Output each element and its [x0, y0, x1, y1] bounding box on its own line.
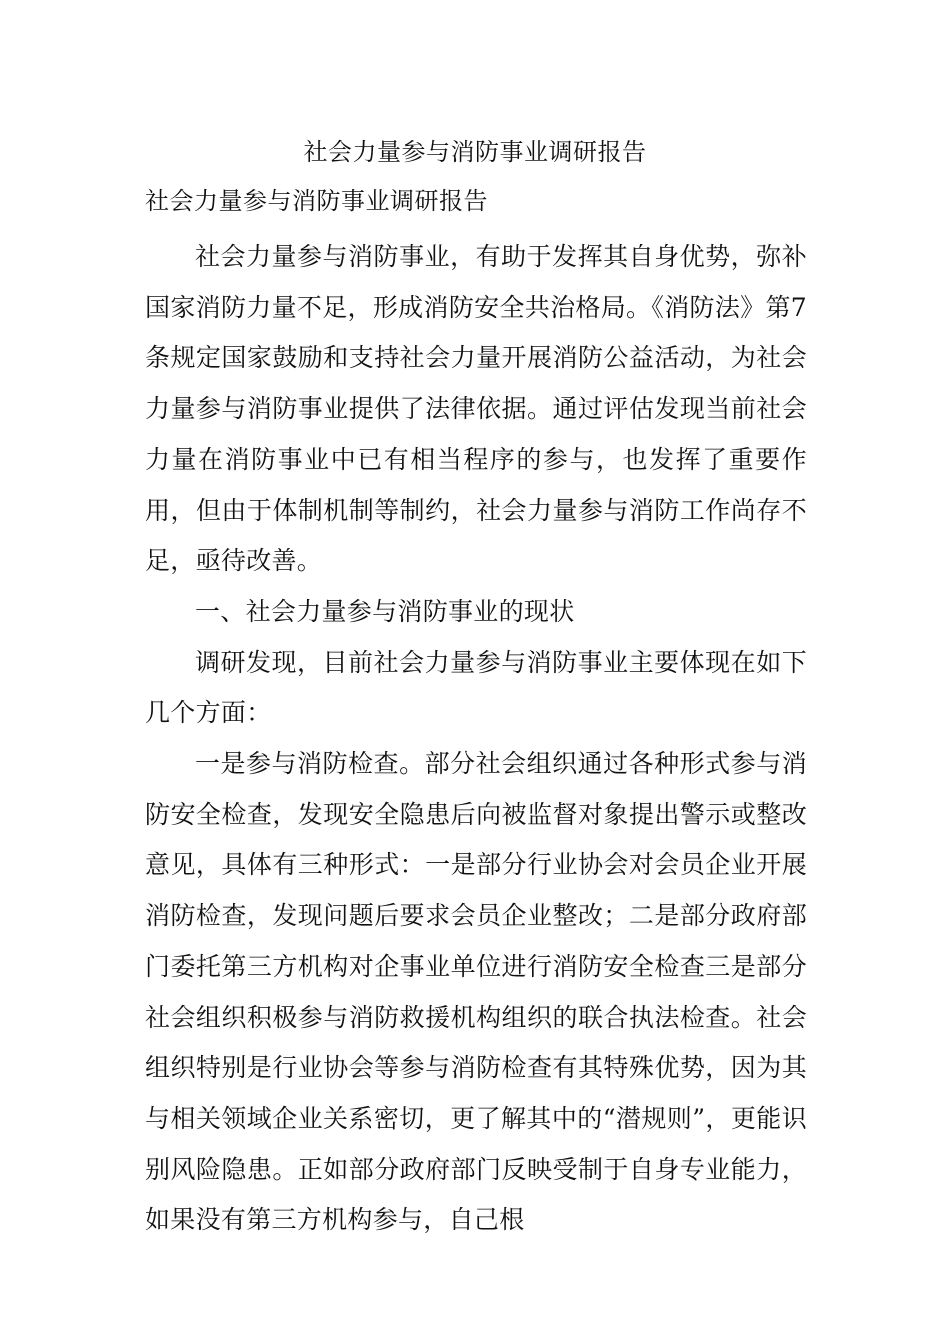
section-one-heading: 一、社会力量参与消防事业的现状: [195, 596, 575, 626]
document-title: 社会力量参与消防事业调研报告: [303, 138, 647, 166]
intro-paragraph: 社会力量参与消防事业，有助于发挥其自身优势，弥补国家消防力量不足，形成消防安全共治格局。《消防法》第7条规定国家鼓励和支持社会力量开展消防公益活动，为社会力量参与消防事业提供了法律依据。通过评估发现当前社会力量在消防事业中已有相当程序的参与，也发挥了重要作用，但由于体制机制等制约，社会力量参与消防工作尚存不足，亟待改善。: [145, 242, 807, 576]
document-body: [145, 232, 807, 1246]
document-subtitle: 社会力量参与消防事业调研报告: [145, 187, 488, 215]
survey-paragraph: 调研发现，目前社会力量参与消防事业主要体现在如下几个方面：: [145, 647, 807, 728]
point-one-paragraph: 一是参与消防检查。部分社会组织通过各种形式参与消防安全检查，发现安全隐患后向被监督对象提出警示或整改意见，具体有三种形式：一是部分行业协会对会员企业开展消防检查，发现问题后要求会员企业整改；二是部分政府部门委托第三方机构对企事业单位进行消防安全检查三是部分社会组织积极参与消防救援机构组织的联合执法检查。社会组织特别是行业协会等参与消防检查有其特殊优势，因为其与相关领域企业关系密切，更了解其中的“潜规则”，更能识别风险隐患。正如部分政府部门反映受制于自身专业能力，如果没有第三方机构参与，自己根: [145, 749, 807, 1235]
